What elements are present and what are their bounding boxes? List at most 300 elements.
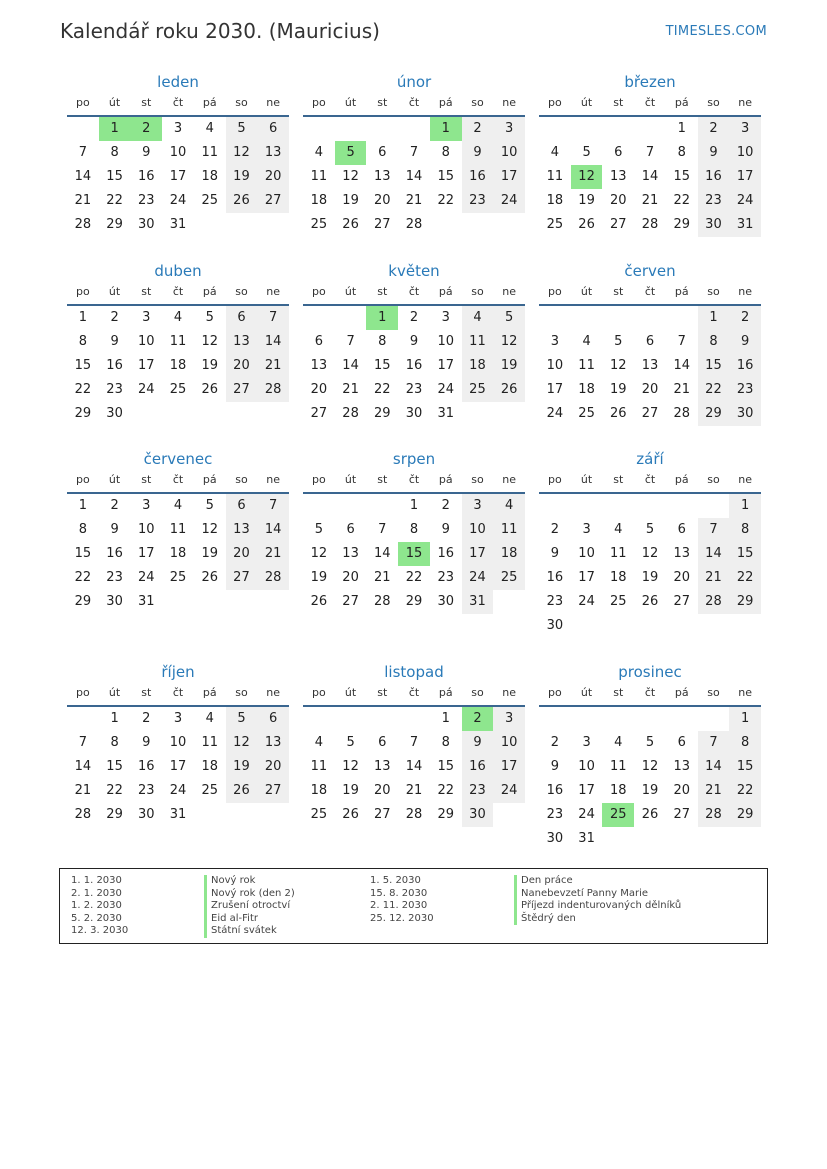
- day-cell: 29: [106, 807, 123, 822]
- weekday-label: po: [548, 473, 562, 486]
- empty-cell: [130, 402, 162, 426]
- weekday-label: ne: [738, 473, 753, 486]
- weekday-label: ne: [502, 686, 517, 699]
- week-row: [67, 165, 289, 189]
- day-cell: 30: [462, 803, 494, 827]
- day-cell: 21: [257, 542, 289, 566]
- weekday-label: so: [471, 686, 484, 699]
- weekday-label: čt: [408, 96, 420, 109]
- week-row: [303, 590, 525, 614]
- day-cell: 12: [571, 165, 603, 189]
- day-cell: 18: [201, 169, 218, 184]
- day-cell: 8: [729, 518, 761, 542]
- legend-holiday-name: Nový rok (den 2): [204, 888, 295, 901]
- week-row: [539, 803, 761, 827]
- day-cell: 12: [342, 759, 359, 774]
- day-cell: 14: [342, 358, 359, 373]
- day-cell: 16: [546, 570, 564, 585]
- month-name: březen: [624, 73, 676, 91]
- day-cell: 16: [546, 783, 564, 798]
- week-row: [539, 827, 761, 851]
- day-cell: 14: [405, 169, 423, 184]
- day-cell: 21: [405, 783, 423, 798]
- month-block: [539, 260, 761, 426]
- empty-cell: [698, 827, 730, 851]
- weekday-label: po: [548, 96, 562, 109]
- day-cell: 7: [78, 145, 87, 160]
- week-row: [67, 306, 289, 330]
- week-row: [303, 494, 525, 518]
- empty-cell: [602, 306, 634, 330]
- day-cell: 10: [437, 334, 454, 349]
- day-cell: 15: [437, 759, 454, 774]
- week-row: [303, 141, 525, 165]
- day-cell: 13: [673, 759, 690, 774]
- day-cell: 22: [74, 382, 92, 397]
- empty-cell: [602, 827, 634, 851]
- month-block: [303, 71, 525, 237]
- weekday-label: st: [141, 686, 152, 699]
- day-cell: 17: [138, 546, 155, 561]
- day-cell: 19: [493, 354, 525, 378]
- weekday-header: [67, 93, 289, 117]
- day-cell: 6: [677, 522, 686, 537]
- week-row: [303, 731, 525, 755]
- empty-cell: [493, 803, 525, 827]
- day-cell: 25: [310, 217, 328, 232]
- weekday-label: po: [312, 686, 326, 699]
- day-cell: 11: [201, 735, 218, 750]
- empty-cell: [67, 707, 99, 731]
- month-name: srpen: [392, 450, 436, 468]
- day-cell: 23: [138, 783, 155, 798]
- day-cell: 22: [437, 783, 454, 798]
- empty-cell: [303, 306, 335, 330]
- day-cell: 10: [138, 334, 155, 349]
- weekday-label: so: [471, 473, 484, 486]
- weekday-label: út: [108, 686, 121, 699]
- empty-cell: [602, 117, 634, 141]
- empty-cell: [462, 402, 494, 426]
- day-cell: 16: [462, 755, 494, 779]
- month-name: leden: [157, 73, 199, 91]
- day-cell: 4: [314, 735, 323, 750]
- weekday-label: so: [707, 285, 720, 298]
- empty-cell: [335, 306, 367, 330]
- week-row: [67, 731, 289, 755]
- weekday-label: pá: [674, 285, 689, 298]
- day-cell: 10: [493, 141, 525, 165]
- day-cell: 8: [729, 731, 761, 755]
- day-cell: 26: [641, 594, 659, 609]
- empty-cell: [257, 803, 289, 827]
- day-cell: 6: [226, 306, 258, 330]
- weekday-label: ne: [502, 285, 517, 298]
- day-cell: 25: [201, 193, 218, 208]
- day-cell: 21: [374, 570, 391, 585]
- legend-date: 2. 11. 2030: [370, 900, 428, 911]
- day-cell: 19: [342, 193, 359, 208]
- day-cell: 26: [201, 382, 218, 397]
- week-row: [539, 566, 761, 590]
- day-cell: 18: [169, 546, 187, 561]
- week-row: [67, 141, 289, 165]
- day-cell: 17: [169, 169, 187, 184]
- day-cell: 6: [645, 334, 655, 349]
- weekday-label: pá: [674, 473, 689, 486]
- day-cell: 30: [405, 406, 423, 421]
- day-cell: 6: [257, 707, 289, 731]
- weekday-label: po: [548, 285, 562, 298]
- day-cell: 17: [729, 165, 761, 189]
- day-cell: 29: [729, 803, 761, 827]
- day-cell: 5: [493, 306, 525, 330]
- day-cell: 13: [226, 518, 258, 542]
- day-cell: 23: [462, 189, 494, 213]
- day-cell: 25: [169, 382, 187, 397]
- day-cell: 24: [493, 779, 525, 803]
- day-cell: 28: [698, 590, 730, 614]
- day-cell: 7: [698, 731, 730, 755]
- weekday-label: so: [471, 96, 484, 109]
- day-cell: 24: [462, 566, 494, 590]
- weekday-label: čt: [644, 686, 656, 699]
- week-row: [539, 117, 761, 141]
- weekday-label: po: [76, 473, 90, 486]
- empty-cell: [335, 494, 367, 518]
- day-cell: 27: [226, 566, 258, 590]
- weekday-header: [303, 470, 525, 494]
- day-cell: 19: [226, 165, 258, 189]
- day-cell: 20: [310, 382, 328, 397]
- day-cell: 21: [257, 354, 289, 378]
- weekday-label: ne: [266, 473, 281, 486]
- weekday-label: út: [580, 285, 593, 298]
- day-cell: 13: [374, 759, 391, 774]
- week-row: [539, 330, 761, 354]
- day-cell: 31: [437, 406, 454, 421]
- weekday-label: st: [613, 285, 624, 298]
- week-row: [303, 117, 525, 141]
- day-cell: 17: [546, 382, 564, 397]
- empty-cell: [366, 494, 398, 518]
- day-cell: 7: [378, 522, 387, 537]
- weekday-header: [67, 282, 289, 306]
- day-cell: 11: [201, 145, 218, 160]
- week-row: [67, 755, 289, 779]
- day-cell: 10: [462, 518, 494, 542]
- day-cell: 29: [374, 406, 391, 421]
- day-cell: 12: [201, 334, 218, 349]
- day-cell: 24: [138, 382, 155, 397]
- day-cell: 29: [74, 594, 92, 609]
- empty-cell: [194, 803, 226, 827]
- day-cell: 23: [698, 189, 730, 213]
- day-cell: 31: [169, 217, 187, 232]
- week-row: [303, 755, 525, 779]
- day-cell: 2: [110, 498, 119, 513]
- day-cell: 29: [729, 590, 761, 614]
- day-cell: 14: [698, 542, 730, 566]
- day-cell: 12: [226, 731, 258, 755]
- day-cell: 12: [310, 546, 328, 561]
- weekday-label: pá: [438, 285, 453, 298]
- empty-cell: [666, 306, 698, 330]
- week-row: [539, 354, 761, 378]
- month-name: září: [636, 450, 664, 468]
- weekday-label: ne: [738, 285, 753, 298]
- day-cell: 29: [698, 402, 730, 426]
- day-cell: 1: [110, 711, 119, 726]
- day-cell: 11: [610, 759, 627, 774]
- empty-cell: [698, 614, 730, 638]
- day-cell: 16: [437, 546, 454, 561]
- weekday-label: pá: [438, 96, 453, 109]
- day-cell: 26: [201, 570, 218, 585]
- weekday-label: čt: [408, 285, 420, 298]
- weekday-header: [303, 282, 525, 306]
- empty-cell: [366, 117, 398, 141]
- weekday-label: út: [108, 285, 121, 298]
- weekday-label: st: [613, 686, 624, 699]
- weekday-label: po: [312, 473, 326, 486]
- day-cell: 27: [673, 807, 690, 822]
- weekday-label: ne: [502, 473, 517, 486]
- weekday-label: po: [76, 285, 90, 298]
- day-cell: 7: [409, 145, 419, 160]
- day-cell: 23: [405, 382, 423, 397]
- day-cell: 21: [74, 193, 92, 208]
- day-cell: 3: [462, 494, 494, 518]
- empty-cell: [194, 213, 226, 237]
- day-cell: 20: [641, 382, 659, 397]
- day-cell: 4: [582, 334, 591, 349]
- day-cell: 27: [673, 594, 690, 609]
- day-cell: 19: [201, 546, 218, 561]
- day-cell: 4: [550, 145, 559, 160]
- weekday-label: čt: [644, 285, 656, 298]
- day-cell: 8: [378, 334, 387, 349]
- day-cell: 9: [550, 546, 559, 561]
- day-cell: 1: [698, 306, 730, 330]
- day-cell: 22: [74, 570, 92, 585]
- empty-cell: [571, 614, 603, 638]
- day-cell: 22: [729, 566, 761, 590]
- day-cell: 24: [169, 193, 187, 208]
- day-cell: 4: [314, 145, 323, 160]
- week-row: [303, 707, 525, 731]
- day-cell: 25: [493, 566, 525, 590]
- day-cell: 8: [698, 330, 730, 354]
- day-cell: 28: [257, 566, 289, 590]
- day-cell: 25: [610, 594, 627, 609]
- legend-holiday-name: Příjezd indenturovaných dělníků: [514, 900, 681, 913]
- day-cell: 6: [378, 735, 387, 750]
- day-cell: 21: [342, 382, 359, 397]
- day-cell: 14: [405, 759, 423, 774]
- day-cell: 2: [698, 117, 730, 141]
- day-cell: 22: [106, 783, 123, 798]
- day-cell: 6: [226, 494, 258, 518]
- day-cell: 28: [74, 217, 92, 232]
- weekday-header: [67, 470, 289, 494]
- empty-cell: [493, 213, 525, 237]
- empty-cell: [226, 402, 258, 426]
- day-cell: 17: [462, 542, 494, 566]
- week-row: [67, 566, 289, 590]
- empty-cell: [303, 117, 335, 141]
- day-cell: 6: [314, 334, 323, 349]
- empty-cell: [539, 117, 571, 141]
- day-cell: 8: [110, 735, 119, 750]
- legend-dates-left: [71, 875, 128, 938]
- legend-date: 15. 8. 2030: [370, 887, 428, 899]
- weekday-label: st: [377, 285, 388, 298]
- legend-names-left: [204, 875, 295, 938]
- day-cell: 11: [578, 358, 595, 373]
- day-cell: 15: [729, 542, 761, 566]
- month-name: duben: [154, 262, 202, 280]
- day-cell: 21: [698, 779, 730, 803]
- week-row: [539, 779, 761, 803]
- week-row: [539, 378, 761, 402]
- weekday-label: pá: [674, 96, 689, 109]
- month-block: [539, 448, 761, 638]
- day-cell: 14: [257, 330, 289, 354]
- day-cell: 27: [342, 594, 359, 609]
- empty-cell: [698, 494, 730, 518]
- day-cell: 31: [169, 807, 187, 822]
- week-row: [303, 542, 525, 566]
- day-cell: 21: [405, 193, 423, 208]
- day-cell: 9: [142, 145, 151, 160]
- day-cell: 9: [550, 759, 559, 774]
- month-block: [303, 448, 525, 614]
- day-cell: 7: [257, 306, 289, 330]
- day-cell: 30: [138, 807, 155, 822]
- weekday-label: st: [377, 96, 388, 109]
- day-cell: 6: [677, 735, 686, 750]
- day-cell: 5: [614, 334, 623, 349]
- day-cell: 25: [578, 406, 595, 421]
- day-cell: 15: [374, 358, 391, 373]
- day-cell: 15: [729, 755, 761, 779]
- weekday-header: [539, 282, 761, 306]
- weekday-label: čt: [172, 96, 184, 109]
- weekday-label: so: [235, 686, 248, 699]
- weekday-label: so: [235, 96, 248, 109]
- day-cell: 18: [169, 358, 187, 373]
- week-row: [539, 707, 761, 731]
- day-cell: 10: [546, 358, 564, 373]
- weekday-label: so: [707, 686, 720, 699]
- day-cell: 10: [578, 546, 595, 561]
- day-cell: 24: [546, 406, 564, 421]
- day-cell: 6: [346, 522, 355, 537]
- holiday-legend: [59, 868, 768, 944]
- brand-link[interactable]: TIMESLES.COM: [665, 24, 767, 39]
- day-cell: 31: [462, 590, 494, 614]
- day-cell: 3: [582, 522, 591, 537]
- day-cell: 19: [641, 783, 659, 798]
- legend-holiday-name: Státní svátek: [204, 925, 295, 938]
- week-row: [539, 306, 761, 330]
- weekday-label: so: [235, 285, 248, 298]
- empty-cell: [493, 402, 525, 426]
- day-cell: 8: [78, 334, 87, 349]
- month-name: říjen: [161, 663, 195, 681]
- legend-date: 2. 1. 2030: [71, 887, 122, 899]
- week-row: [67, 402, 289, 426]
- week-row: [303, 378, 525, 402]
- day-cell: 11: [169, 522, 187, 537]
- day-cell: 30: [729, 402, 761, 426]
- week-row: [67, 542, 289, 566]
- day-cell: 16: [138, 169, 155, 184]
- day-cell: 11: [310, 169, 328, 184]
- day-cell: 15: [106, 759, 123, 774]
- day-cell: 3: [142, 498, 151, 513]
- day-cell: 13: [610, 169, 627, 184]
- day-cell: 5: [226, 707, 258, 731]
- day-cell: 30: [546, 831, 564, 846]
- day-cell: 29: [437, 807, 454, 822]
- empty-cell: [462, 213, 494, 237]
- empty-cell: [398, 117, 430, 141]
- month-block: [303, 260, 525, 426]
- day-cell: 20: [257, 755, 289, 779]
- empty-cell: [666, 707, 698, 731]
- day-cell: 6: [614, 145, 623, 160]
- day-cell: 3: [142, 310, 151, 325]
- day-cell: 30: [546, 618, 564, 633]
- weekday-label: út: [580, 96, 593, 109]
- weekday-label: út: [344, 96, 357, 109]
- legend-dates-right: [370, 875, 434, 925]
- day-cell: 19: [610, 382, 627, 397]
- empty-cell: [729, 827, 761, 851]
- day-cell: 20: [673, 570, 690, 585]
- day-cell: 23: [462, 779, 494, 803]
- day-cell: 1: [78, 498, 87, 513]
- day-cell: 15: [74, 358, 92, 373]
- empty-cell: [194, 590, 226, 614]
- weekday-label: st: [613, 96, 624, 109]
- day-cell: 14: [374, 546, 391, 561]
- day-cell: 23: [437, 570, 454, 585]
- day-cell: 25: [462, 378, 494, 402]
- weekday-header: [303, 683, 525, 707]
- day-cell: 4: [614, 735, 623, 750]
- day-cell: 9: [110, 522, 119, 537]
- day-cell: 23: [138, 193, 155, 208]
- day-cell: 15: [74, 546, 92, 561]
- empty-cell: [162, 590, 194, 614]
- empty-cell: [430, 213, 462, 237]
- day-cell: 27: [641, 406, 659, 421]
- day-cell: 27: [374, 217, 391, 232]
- weekday-label: út: [580, 686, 593, 699]
- weekday-label: ne: [738, 686, 753, 699]
- day-cell: 19: [342, 783, 359, 798]
- weekday-label: po: [548, 686, 562, 699]
- day-cell: 19: [641, 570, 659, 585]
- day-cell: 13: [641, 358, 659, 373]
- day-cell: 5: [314, 522, 323, 537]
- day-cell: 28: [405, 217, 423, 232]
- day-cell: 9: [729, 330, 761, 354]
- day-cell: 3: [582, 735, 591, 750]
